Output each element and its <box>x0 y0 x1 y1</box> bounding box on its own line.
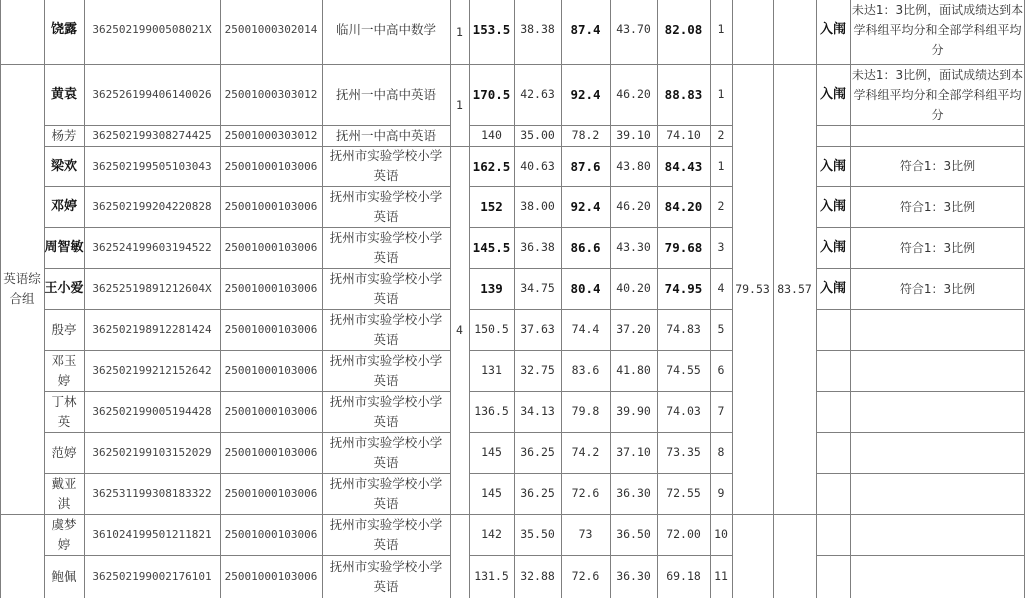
candidate-name: 梁欢 <box>50 158 77 174</box>
remark: 符合1：3比例 <box>899 281 976 296</box>
status-badge <box>816 125 850 146</box>
total-score: 74.83 <box>666 322 701 336</box>
candidate-name: 杨芳 <box>51 127 77 143</box>
written-weighted: 38.00 <box>520 199 555 213</box>
candidate-name: 饶露 <box>50 22 77 37</box>
status-badge <box>816 514 850 555</box>
remark: 符合1：3比例 <box>899 159 976 173</box>
school-subject: 抚州市实验学校小学英语 <box>329 188 443 224</box>
interview-score: 87.4 <box>570 22 601 37</box>
school-subject: 抚州一中高中英语 <box>335 127 436 143</box>
interview-weighted: 43.30 <box>616 240 651 254</box>
total-score: 74.10 <box>666 128 701 142</box>
school-subject: 抚州市实验学校小学英语 <box>329 393 443 429</box>
remark <box>850 555 1025 598</box>
total-score: 69.18 <box>666 569 701 583</box>
interview-score: 73 <box>578 527 593 541</box>
interview-weighted: 40.20 <box>616 281 651 295</box>
group-average: 79.53 <box>735 281 770 296</box>
total-score: 84.20 <box>664 199 703 214</box>
interview-score: 87.6 <box>570 158 601 174</box>
interview-score: 80.4 <box>570 281 601 296</box>
exam-number: 25001000103006 <box>224 570 318 583</box>
written-score: 136.5 <box>474 404 509 418</box>
remark <box>850 391 1025 432</box>
written-score: 131.5 <box>474 569 509 583</box>
id-number: 362526199406140026 <box>92 88 212 101</box>
id-number: 362502199103152029 <box>92 446 212 459</box>
exam-number: 25001000103006 <box>224 282 318 295</box>
total-score: 79.68 <box>664 240 703 255</box>
exam-number: 25001000303012 <box>224 129 318 142</box>
written-weighted: 40.63 <box>520 158 555 173</box>
written-weighted: 34.75 <box>520 281 555 295</box>
exam-number: 25001000103006 <box>224 159 318 173</box>
rank: 8 <box>717 445 725 459</box>
written-score: 170.5 <box>472 87 511 102</box>
school-subject: 抚州市实验学校小学英语 <box>329 352 443 388</box>
remark <box>850 309 1025 350</box>
quota-cell: 1 <box>456 24 463 39</box>
status-badge: 入闱 <box>819 22 846 37</box>
interview-weighted: 36.30 <box>616 569 651 583</box>
rank: 4 <box>717 281 725 295</box>
school-subject: 抚州市实验学校小学英语 <box>329 434 443 470</box>
interview-score: 74.4 <box>571 322 600 336</box>
school-subject: 抚州市实验学校小学英语 <box>329 270 443 306</box>
remark <box>850 473 1025 514</box>
total-score: 72.55 <box>666 486 701 500</box>
written-score: 152 <box>480 199 503 214</box>
remark: 未达1：3比例，面试成绩达到本学科组平均分和全部学科组平均分 <box>851 67 1024 122</box>
interview-weighted: 43.80 <box>616 158 651 173</box>
rank: 7 <box>717 404 725 418</box>
interview-weighted: 37.10 <box>616 445 651 459</box>
candidate-name: 王小爱 <box>44 281 84 296</box>
total-score: 82.08 <box>664 22 703 37</box>
interview-weighted: 36.50 <box>616 527 651 541</box>
all-average: 83.57 <box>777 281 812 296</box>
status-badge: 入闱 <box>819 158 846 174</box>
total-score: 74.03 <box>666 404 701 418</box>
interview-weighted: 46.20 <box>616 199 651 213</box>
written-weighted: 37.63 <box>520 322 555 336</box>
status-badge <box>816 555 850 598</box>
written-weighted: 42.63 <box>520 87 555 101</box>
id-number: 362502199505103043 <box>92 159 212 173</box>
exam-number: 25001000103006 <box>224 528 318 541</box>
interview-score: 74.2 <box>571 445 600 459</box>
school-subject: 临川一中高中数学 <box>335 21 436 37</box>
exam-number: 25001000103006 <box>224 446 318 459</box>
remark <box>850 432 1025 473</box>
id-number: 36250219900508021X <box>92 23 212 36</box>
written-weighted: 36.25 <box>520 486 555 500</box>
written-score: 131 <box>481 363 502 377</box>
status-badge <box>816 309 850 350</box>
school-subject: 抚州市实验学校小学英语 <box>329 516 443 552</box>
grid-line <box>732 514 816 515</box>
written-weighted: 36.38 <box>520 240 555 254</box>
interview-score: 72.6 <box>571 569 600 583</box>
interview-score: 72.6 <box>571 486 600 500</box>
interview-weighted: 43.70 <box>616 22 651 36</box>
rank: 1 <box>717 87 725 101</box>
exam-number: 25001000103006 <box>224 200 318 213</box>
quota-cell: 1 <box>456 97 463 112</box>
id-number: 362502199308274425 <box>92 129 212 142</box>
remark: 未达1：3比例，面试成绩达到本学科组平均分和全部学科组平均分 <box>851 2 1024 57</box>
candidate-name: 鲍佩 <box>51 568 77 584</box>
exam-number: 25001000103006 <box>224 364 318 377</box>
rank: 2 <box>717 128 725 142</box>
id-number: 362531199308183322 <box>92 487 212 500</box>
written-score: 142 <box>481 527 502 541</box>
status-badge: 入闱 <box>819 281 846 296</box>
exam-number: 25001000303012 <box>224 88 318 101</box>
written-weighted: 32.75 <box>520 363 555 377</box>
rank: 5 <box>717 322 725 336</box>
interview-weighted: 39.90 <box>616 404 651 418</box>
candidate-name: 殷亭 <box>51 321 77 337</box>
rank: 1 <box>717 22 725 36</box>
total-score: 73.35 <box>666 445 701 459</box>
id-number: 362502198912281424 <box>92 323 212 336</box>
written-weighted: 32.88 <box>520 569 555 583</box>
status-badge <box>816 350 850 391</box>
interview-weighted: 36.30 <box>616 486 651 500</box>
status-badge: 入闱 <box>819 87 846 102</box>
interview-score: 83.6 <box>571 363 600 377</box>
candidate-name: 丁林英 <box>51 393 77 429</box>
rank: 1 <box>717 158 725 173</box>
written-score: 140 <box>481 128 502 142</box>
status-badge: 入闱 <box>819 199 846 214</box>
id-number: 362502199212152642 <box>92 364 212 377</box>
candidate-name: 邓婷 <box>50 199 77 214</box>
written-score: 153.5 <box>472 22 511 37</box>
id-number: 36252519891212604X <box>92 282 212 295</box>
written-weighted: 34.13 <box>520 404 555 418</box>
interview-weighted: 37.20 <box>616 322 651 336</box>
rank: 11 <box>714 569 728 583</box>
candidate-name: 黄袁 <box>50 87 77 102</box>
exam-number: 25001000103006 <box>224 487 318 500</box>
exam-number: 25001000103006 <box>224 405 318 418</box>
interview-weighted: 46.20 <box>616 87 651 101</box>
written-score: 145 <box>481 486 502 500</box>
written-score: 139 <box>480 281 503 296</box>
rank: 2 <box>717 199 725 213</box>
candidate-name: 范婷 <box>51 444 77 460</box>
written-score: 145 <box>481 445 502 459</box>
school-subject: 抚州市实验学校小学英语 <box>329 558 443 594</box>
rank: 3 <box>717 240 725 254</box>
written-score: 150.5 <box>474 322 509 336</box>
written-weighted: 35.50 <box>520 527 555 541</box>
candidate-name: 周智敏 <box>44 240 84 255</box>
remark <box>850 514 1025 555</box>
interview-score: 78.2 <box>571 128 600 142</box>
remark: 符合1：3比例 <box>899 199 976 214</box>
exam-number: 25001000103006 <box>224 241 318 254</box>
exam-number: 25001000103006 <box>224 323 318 336</box>
id-number: 362524199603194522 <box>92 241 212 254</box>
written-score: 162.5 <box>472 158 511 174</box>
exam-number: 25001000302014 <box>224 23 318 36</box>
written-weighted: 35.00 <box>520 128 555 142</box>
id-number: 361024199501211821 <box>92 528 212 541</box>
grid-line <box>0 514 44 515</box>
school-subject: 抚州市实验学校小学英语 <box>329 229 443 265</box>
written-score: 145.5 <box>472 240 511 255</box>
school-subject: 抚州市实验学校小学英语 <box>329 311 443 347</box>
status-badge <box>816 473 850 514</box>
grid-line <box>450 514 469 515</box>
candidate-name: 戴亚淇 <box>51 475 77 511</box>
total-score: 74.95 <box>664 281 703 296</box>
total-score: 88.83 <box>664 87 703 102</box>
written-weighted: 36.25 <box>520 445 555 459</box>
id-number: 362502199002176101 <box>92 570 212 583</box>
rank: 6 <box>717 363 725 377</box>
remark <box>850 350 1025 391</box>
quota-cell: 4 <box>456 322 463 337</box>
group-name: 英语综合组 <box>3 271 41 306</box>
remark: 符合1：3比例 <box>899 240 976 255</box>
id-number: 362502199204220828 <box>92 200 212 213</box>
school-subject: 抚州一中高中英语 <box>335 86 436 102</box>
interview-score: 92.4 <box>570 87 601 102</box>
rank: 10 <box>714 527 728 541</box>
interview-weighted: 41.80 <box>616 363 651 377</box>
written-weighted: 38.38 <box>520 22 555 36</box>
status-badge <box>816 432 850 473</box>
total-score: 84.43 <box>664 158 703 174</box>
interview-score: 92.4 <box>570 199 601 214</box>
interview-score: 79.8 <box>571 404 600 418</box>
candidate-name: 虞梦婷 <box>51 516 77 552</box>
interview-weighted: 39.10 <box>616 128 651 142</box>
total-score: 72.00 <box>666 527 701 541</box>
rank: 9 <box>717 486 725 500</box>
interview-score: 86.6 <box>570 240 601 255</box>
remark <box>850 125 1025 146</box>
candidate-name: 邓玉婷 <box>51 352 77 388</box>
id-number: 362502199005194428 <box>92 405 212 418</box>
school-subject: 抚州市实验学校小学英语 <box>329 148 443 183</box>
school-subject: 抚州市实验学校小学英语 <box>329 475 443 511</box>
status-badge <box>816 391 850 432</box>
total-score: 74.55 <box>666 363 701 377</box>
status-badge: 入闱 <box>819 240 846 255</box>
